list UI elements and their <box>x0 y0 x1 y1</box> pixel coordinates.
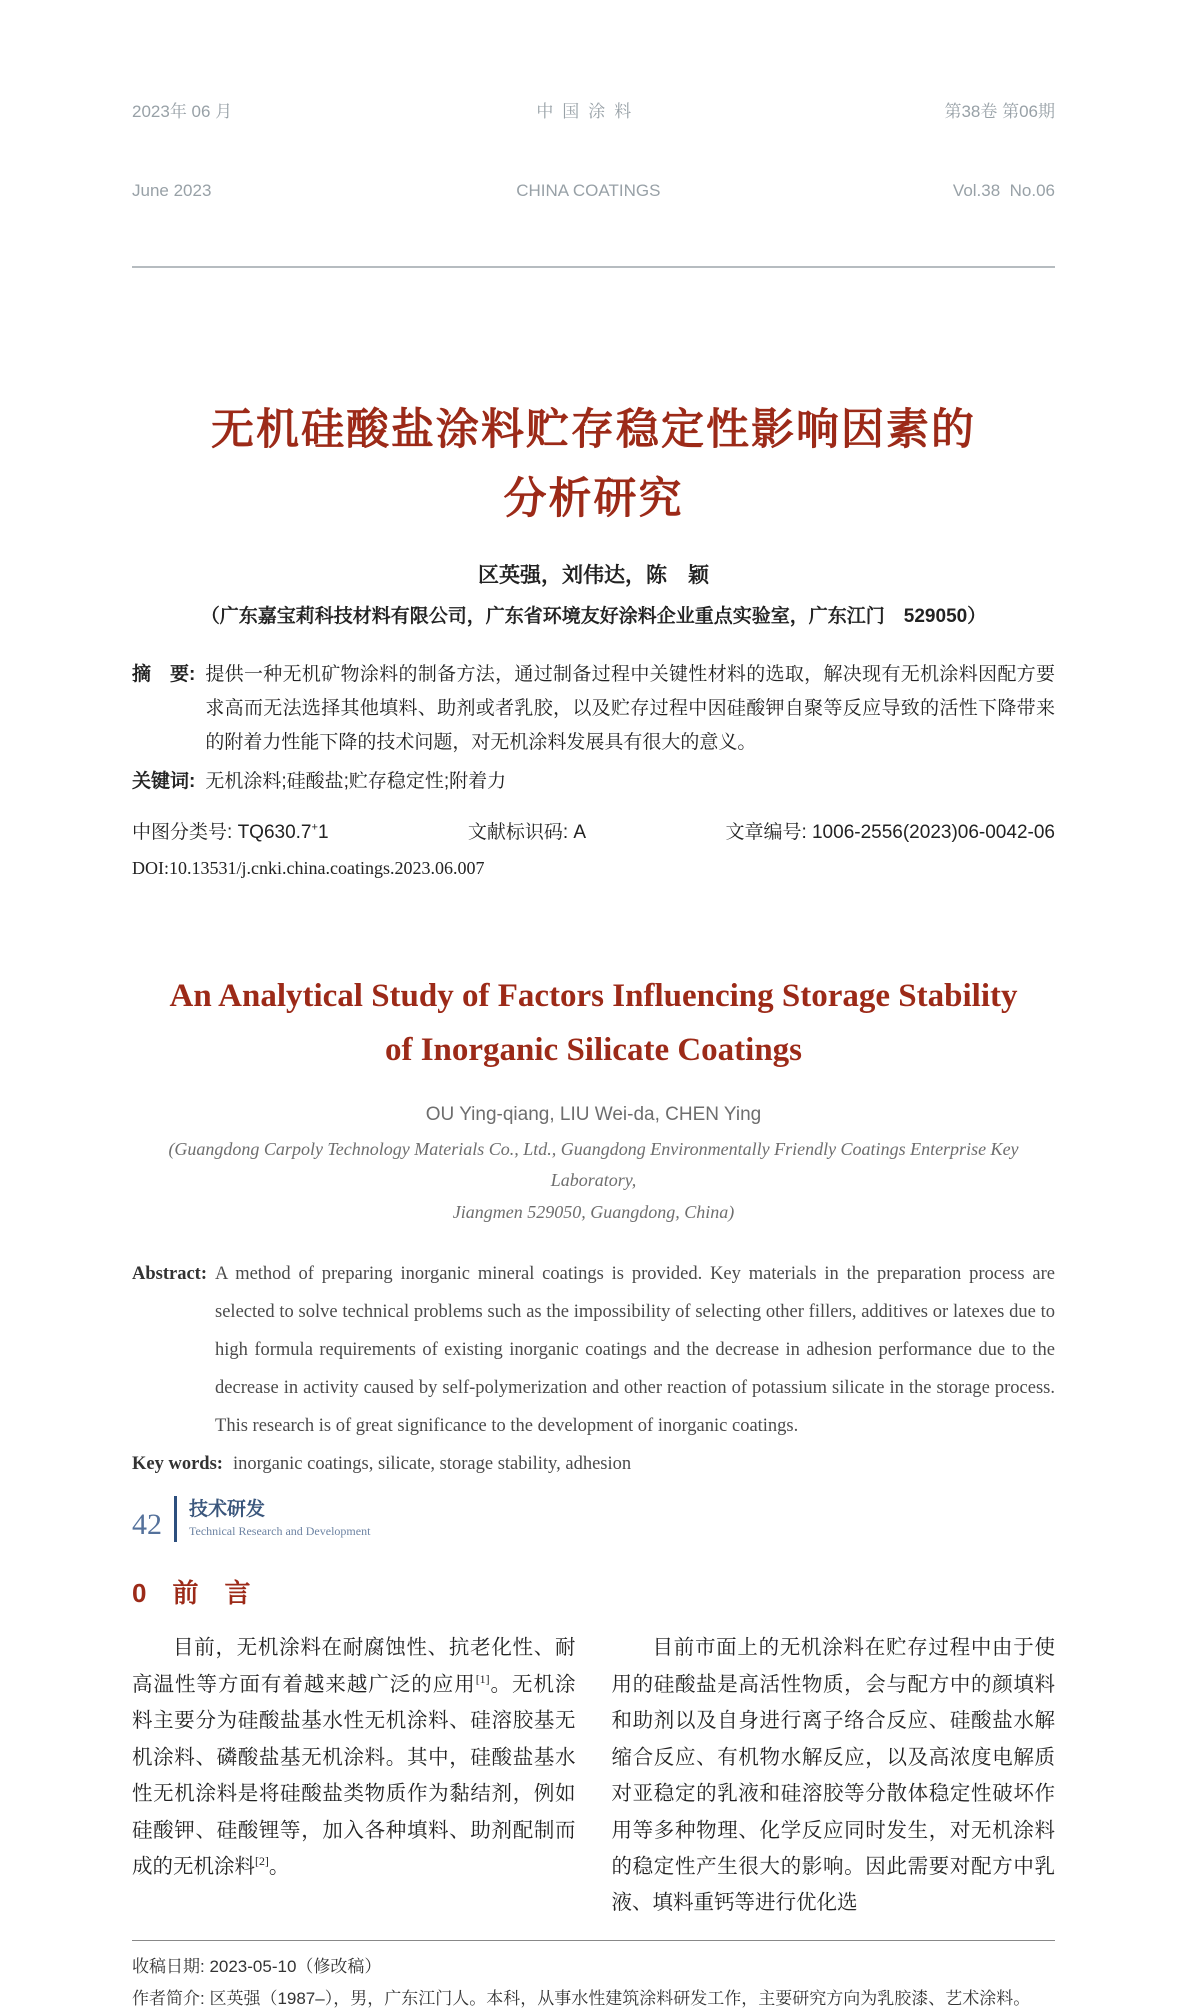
footer-column-name <box>189 1499 370 1540</box>
header-date-en: June 2023 <box>132 180 212 200</box>
title-zh-line2: 分析研究 <box>503 475 684 524</box>
header-issue-zh: 第38卷 第06期 <box>944 101 1055 121</box>
footer-divider-bar <box>174 1496 177 1542</box>
section-heading-foreword: 0 前 言 <box>132 1578 251 1609</box>
journal-header <box>132 0 1055 268</box>
body-column-right <box>612 1630 1056 1922</box>
keywords-zh-text: 无机涂料;硅酸盐;贮存稳定性;附着力 <box>205 770 507 792</box>
abstract-zh-label: 摘 要: <box>132 664 196 686</box>
article-meta-row <box>132 817 1055 844</box>
received-date: 收稿日期: 2023-05-10（修改稿） <box>132 1956 382 1976</box>
article-number: 文章编号: 1006-2556(2023)06-0042-06 <box>725 821 1055 843</box>
abstract-zh-text: 提供一种无机矿物涂料的制备方法，通过制备过程中关键性材料的选取，解决现有无机涂料因配方要求高而无法选择其他填料、助剂或者乳胶，以及贮存过程中因硅酸钾自聚等反应导致的活性下降带来的附着力性能下降的技术问题，对无机涂料发展具有很大的意义。 <box>205 664 1055 754</box>
header-issue-en: Vol.38 No.06 <box>952 180 1055 200</box>
page-title-en <box>132 969 1055 1078</box>
affiliation-en-line2: Jiangmen 529050, Guangdong, China) <box>452 1201 735 1222</box>
keywords-zh-label: 关键词: <box>132 770 196 792</box>
header-date-zh: 2023年 06 月 <box>132 101 233 121</box>
document-code: 文献标识码: A <box>467 821 587 843</box>
abstract-en <box>132 1256 1055 1446</box>
header-issue <box>944 46 1055 257</box>
clc-after: 1 <box>317 821 329 843</box>
keywords-en-text: inorganic coatings, silicate, storage stability, adhesion <box>232 1453 632 1474</box>
title-en-line1: An Analytical Study of Factors Influencing Storage Stability <box>169 977 1018 1014</box>
paragraph-intro-seg1: 目前，无机涂料在耐腐蚀性、抗老化性、耐高温性等方面有着越来越广泛的应用 <box>132 1637 576 1696</box>
authors-en: OU Ying-qiang, LIU Wei-da, CHEN Ying <box>425 1103 762 1125</box>
citation-ref-1: [1] <box>475 1671 490 1686</box>
page-number: 42 <box>132 1508 162 1541</box>
citation-ref-2: [2] <box>255 1854 269 1869</box>
clc-base: TQ630.7 <box>237 821 312 843</box>
journal-title-en: CHINA COATINGS <box>516 180 661 200</box>
body-column-left <box>132 1630 576 1922</box>
header-journal-title <box>516 46 660 257</box>
journal-title-zh: 中国涂料 <box>536 101 641 121</box>
authors-zh: 区英强，刘伟达，陈 颖 <box>478 564 709 588</box>
keywords-zh <box>132 765 1055 799</box>
page-footer <box>132 1496 370 1542</box>
abstract-zh <box>132 658 1055 761</box>
body-columns <box>132 1630 1055 1922</box>
abstract-en-label: Abstract: <box>132 1264 208 1285</box>
paragraph-market: 目前市面上的无机涂料在贮存过程中由于使用的硅酸盐是高活性物质，会与配方中的颜填料和助剂以及自身进行离子络合反应、硅酸盐水解缩合反应、有机物水解反应，以及高浓度电解质对亚稳定的乳液和硅溶胶等分散体稳定性破坏作用等多种物理、化学反应同时发生，对无机涂料的稳定性产生很大的影响。因此需要对配方中乳液、填料重钙等进行优化选 <box>611 1637 1055 1915</box>
abstract-en-text: A method of preparing inorganic mineral coatings is provided. Key materials in the preparation process are selected to solve technical problems such as the impossibility of selecting other fillers, additives or latexes due to high formula requirements of existing inorganic coatings and the decrease in adhesion performance due to the decrease in activity caused by self-polymerization and other reaction of potassium silicate in the storage process. This research is of great significance to the development of inorganic coatings. <box>215 1264 1055 1436</box>
clc-superscript: + <box>311 821 318 834</box>
paragraph-intro-seg3: 。 <box>268 1856 290 1878</box>
affiliation-zh: （广东嘉宝莉科技材料有限公司，广东省环境友好涂料企业重点实验室，广东江门 529050） <box>200 606 987 628</box>
paragraph-intro <box>132 1630 576 1885</box>
page-title-zh <box>132 396 1055 535</box>
clc-number <box>132 817 329 844</box>
affiliation-en <box>132 1134 1055 1229</box>
column-name-zh: 技术研发 <box>189 1498 266 1520</box>
keywords-en <box>132 1448 1055 1481</box>
column-name-en: Technical Research and Development <box>189 1524 371 1539</box>
doi: DOI:10.13531/j.cnki.china.coatings.2023.06.007 <box>132 857 485 878</box>
paragraph-intro-seg2: 。无机涂料主要分为硅酸盐基水性无机涂料、硅溶胶基无机涂料、磷酸盐基无机涂料。其中，硅酸盐基水性无机涂料是将硅酸盐类物质作为黏结剂，例如硅酸钾、硅酸锂等，加入各种填料、助剂配制而成的无机涂料 <box>132 1673 576 1878</box>
title-en-line2: of Inorganic Silicate Coatings <box>384 1032 803 1069</box>
author-bio: 作者简介: 区英强（1987–），男，广东江门人。本科，从事水性建筑涂料研发工作，主要研究方向为乳胶漆、艺术涂料。 <box>132 1989 1031 2009</box>
title-zh-line1: 无机硅酸盐涂料贮存稳定性影响因素的 <box>211 405 976 454</box>
footnotes <box>132 1951 1055 2016</box>
clc-label: 中图分类号: <box>132 821 238 843</box>
header-date <box>132 46 232 257</box>
affiliation-en-line1: (Guangdong Carpoly Technology Materials Co., Ltd., Guangdong Environmentally Friendly Coatings Enterprise Key Laboratory, <box>168 1138 1019 1191</box>
footnote-divider <box>132 1940 1055 1941</box>
keywords-en-label: Key words: <box>132 1453 223 1474</box>
